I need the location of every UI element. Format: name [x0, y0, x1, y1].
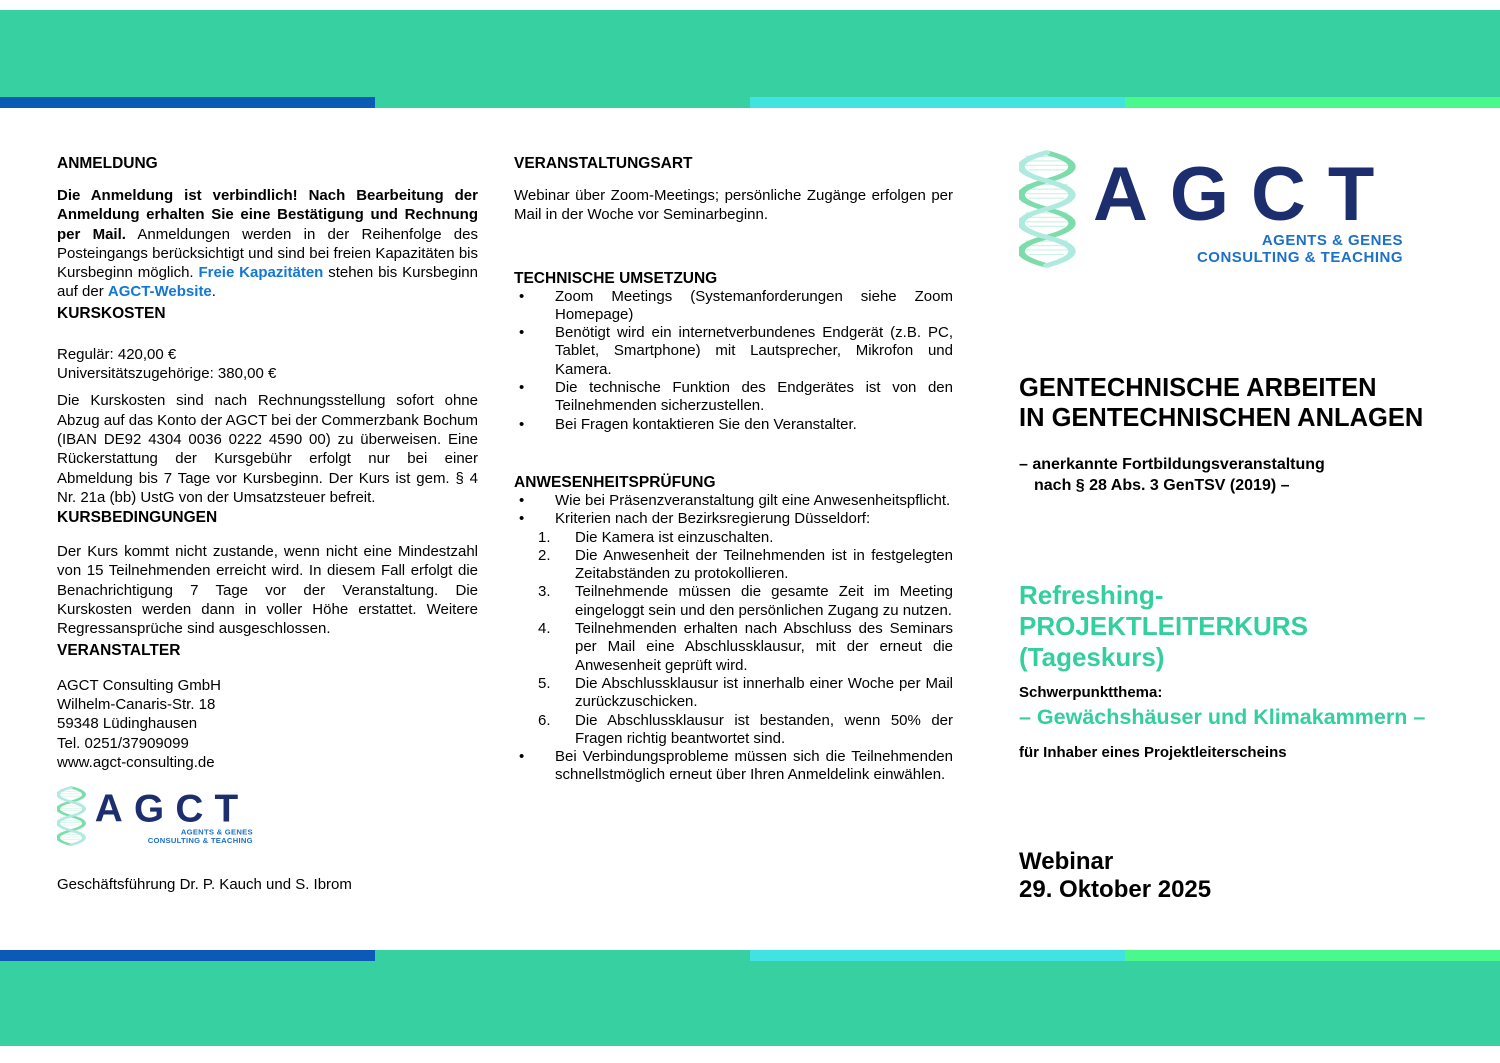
- topic-value: – Gewächshäuser und Klimakammern –: [1019, 705, 1426, 729]
- numbered-item: Die Abschlussklausur ist bestanden, wenn 50% der Fragen richtig beantwortet sind.: [575, 711, 953, 747]
- anmeldung-bold-intro: Die Anmeldung ist verbindlich! Nach Bearbeitung der Anmeldung erhalten Sie eine Bestätigung und Rechnung per Mail.: [57, 187, 478, 243]
- anwesenheitspruefung-heading: ANWESENHEITSPRÜFUNG: [514, 473, 716, 491]
- logo-letters: AGCT: [1093, 152, 1397, 237]
- veranstalter-heading: VERANSTALTER: [57, 641, 181, 659]
- title-line-1: GENTECHNISCHE ARBEITEN: [1019, 374, 1377, 402]
- top-banner: [0, 10, 1500, 97]
- anmeldung-text: .: [211, 283, 216, 301]
- logo-subtitle-1: AGENTS & GENES: [180, 827, 253, 837]
- address-city: 59348 Lüdinghausen: [57, 715, 198, 733]
- stripe-cyan: [750, 97, 1125, 108]
- dna-helix-icon: [57, 786, 93, 846]
- stripe-teal: [375, 950, 750, 961]
- anmeldung-heading: ANMELDUNG: [57, 155, 158, 172]
- anwesenheitspruefung-list: [514, 492, 953, 785]
- course-name: [1019, 580, 1439, 673]
- kursbedingungen-heading: KURSBEDINGUNGEN: [57, 509, 218, 527]
- kurskosten-heading: KURSKOSTEN: [57, 304, 166, 322]
- stripe-green: [1125, 97, 1500, 108]
- anmeldung-text: Anmeldungen werden in der Reihenfolge des Posteingangs berücksichtigt und sind bei freien Kapazitäten bis Kursbeginn möglich.: [57, 225, 478, 282]
- list-item: • Die technische Funktion des Endgerätes ist von den Teilnehmenden sicherzustellen.: [514, 379, 953, 416]
- price-regular: Regulär: 420,00 €: [57, 345, 177, 363]
- course-name-line-1: Refreshing-: [1019, 580, 1164, 610]
- numbered-item: Die Anwesenheit der Teilnehmenden ist in festgelegten Zeitabständen zu protokollieren.: [575, 546, 953, 583]
- logo-subtitle-2: CONSULTING & TEACHING: [147, 836, 253, 846]
- logo-text: [95, 786, 253, 845]
- veranstaltungsart-heading: VERANSTALTUNGSART: [514, 155, 693, 172]
- stripe-teal: [375, 97, 750, 108]
- numbered-item: Teilnehmenden erhalten nach Abschluss des Seminars per Mail eine Abschlussklausur, mit der erneut die Anwesenheit geprüft wird.: [575, 620, 953, 674]
- subtitle-line-1: – anerkannte Fortbildungsveranstaltung: [1019, 456, 1325, 473]
- numbered-list-wrapper: [514, 529, 953, 749]
- anmeldung-text: stehen bis Kursbeginn auf der: [57, 264, 478, 301]
- logo-letters: AGCT: [94, 787, 250, 831]
- anmeldung-paragraph: [57, 186, 478, 302]
- list-item: • Bei Verbindungsprobleme müssen sich die Teilnehmenden schnellstmöglich erneut über Ihren Anmeldelink einwählen.: [514, 748, 953, 785]
- event-block: [1019, 848, 1439, 903]
- course-name-line-2: PROJEKTLEITERKURS: [1019, 611, 1308, 641]
- event-type: Webinar: [1019, 848, 1114, 875]
- audience-line: für Inhaber eines Projektleiterscheins: [1019, 744, 1287, 761]
- bottom-banner: [0, 961, 1500, 1046]
- numbered-item: Die Abschlussklausur ist innerhalb einer Woche per Mail zurückzuschicken.: [575, 674, 953, 711]
- stripe-cyan: [750, 950, 1125, 961]
- stripe-blue: [0, 97, 375, 108]
- address-street: Wilhelm-Canaris-Str. 18: [57, 695, 216, 713]
- list-item: • Zoom Meetings (Systemanforderungen siehe Zoom Homepage): [514, 288, 953, 325]
- price-university: Universitätszugehörige: 380,00 €: [57, 365, 277, 383]
- course-name-line-3: (Tageskurs): [1019, 642, 1165, 672]
- course-subtitle: [1019, 455, 1439, 496]
- veranstalter-address: [57, 676, 478, 772]
- agct-logo-large: [1019, 150, 1439, 268]
- price-lines: [57, 345, 478, 384]
- list-item: • Kriterien nach der Bezirksregierung Düsseldorf:: [514, 510, 953, 528]
- list-item: • Benötigt wird ein internetverbundenes Endgerät (z.B. PC, Tablet, Smartphone) mit Lautsprecher, Mikrofon und Kamera.: [514, 324, 953, 379]
- agct-logo-small: [57, 786, 253, 846]
- top-stripe-row: [0, 97, 1500, 108]
- right-column: [1019, 150, 1439, 903]
- middle-column: [514, 155, 953, 785]
- subtitle-line-2: nach § 28 Abs. 3 GenTSV (2019) –: [1034, 476, 1290, 494]
- left-column: [57, 155, 478, 772]
- criteria-numbered-list: [514, 529, 953, 749]
- event-date: 29. Oktober 2025: [1019, 875, 1212, 903]
- list-item: • Wie bei Präsenzveranstaltung gilt eine Anwesenheitspflicht.: [514, 492, 953, 510]
- course-title: [1019, 373, 1439, 433]
- management-line: Geschäftsführung Dr. P. Kauch und S. Ibrom: [57, 876, 352, 893]
- kursbedingungen-paragraph: Der Kurs kommt nicht zustande, wenn nicht eine Mindestzahl von 15 Teilnehmenden erreicht wird. In diesem Fall erfolgt die Benachrichtigung 7 Tage vor der Veranstaltung. Die Kurskosten werden dann in voller Höhe erstattet. Weitere Regressansprüche sind ausgeschlossen.: [57, 543, 478, 638]
- technische-umsetzung-heading: TECHNISCHE UMSETZUNG: [514, 269, 718, 287]
- numbered-item: Die Kamera ist einzuschalten.: [575, 528, 774, 546]
- logo-subtitle-1: AGENTS & GENES: [1261, 232, 1403, 249]
- stripe-green: [1125, 950, 1500, 961]
- title-line-2: IN GENTECHNISCHEN ANLAGEN: [1019, 404, 1424, 432]
- numbered-item: Teilnehmende müssen die gesamte Zeit im Meeting eingeloggt sein und den persönlichen Zugang zu nutzen.: [575, 583, 953, 619]
- free-capacity-link[interactable]: Freie Kapazitäten: [198, 264, 324, 282]
- veranstaltungsart-paragraph: Webinar über Zoom-Meetings; persönliche Zugänge erfolgen per Mail in der Woche vor Seminarbeginn.: [514, 187, 953, 224]
- technische-umsetzung-list: [514, 288, 953, 434]
- address-phone: Tel. 0251/37909099: [57, 734, 189, 752]
- address-company: AGCT Consulting GmbH: [57, 676, 221, 694]
- logo-subtitle-2: CONSULTING & TEACHING: [1196, 249, 1403, 266]
- topic-label: Schwerpunktthema:: [1019, 684, 1163, 701]
- dna-helix-icon: [1019, 150, 1089, 268]
- kurskosten-paragraph: Die Kurskosten sind nach Rechnungsstellung sofort ohne Abzug auf das Konto der AGCT bei der Commerzbank Bochum (IBAN DE92 4304 0036 0222 4590 00) zu überweisen. Eine Rückerstattung der Kursgebühr erfolgt nur bei einer Abmeldung bis 7 Tage vor Kursbeginn. Der Kurs ist gem. § 4 Nr. 21a (bb) UstG von der Umsatzsteuer befreit.: [57, 392, 478, 506]
- address-website: www.agct-consulting.de: [57, 753, 215, 771]
- logo-text: [1093, 150, 1403, 266]
- bottom-stripe-row: [0, 950, 1500, 961]
- list-item: • Bei Fragen kontaktieren Sie den Veranstalter.: [514, 416, 953, 434]
- stripe-blue: [0, 950, 375, 961]
- agct-website-link[interactable]: AGCT-Website: [107, 283, 212, 301]
